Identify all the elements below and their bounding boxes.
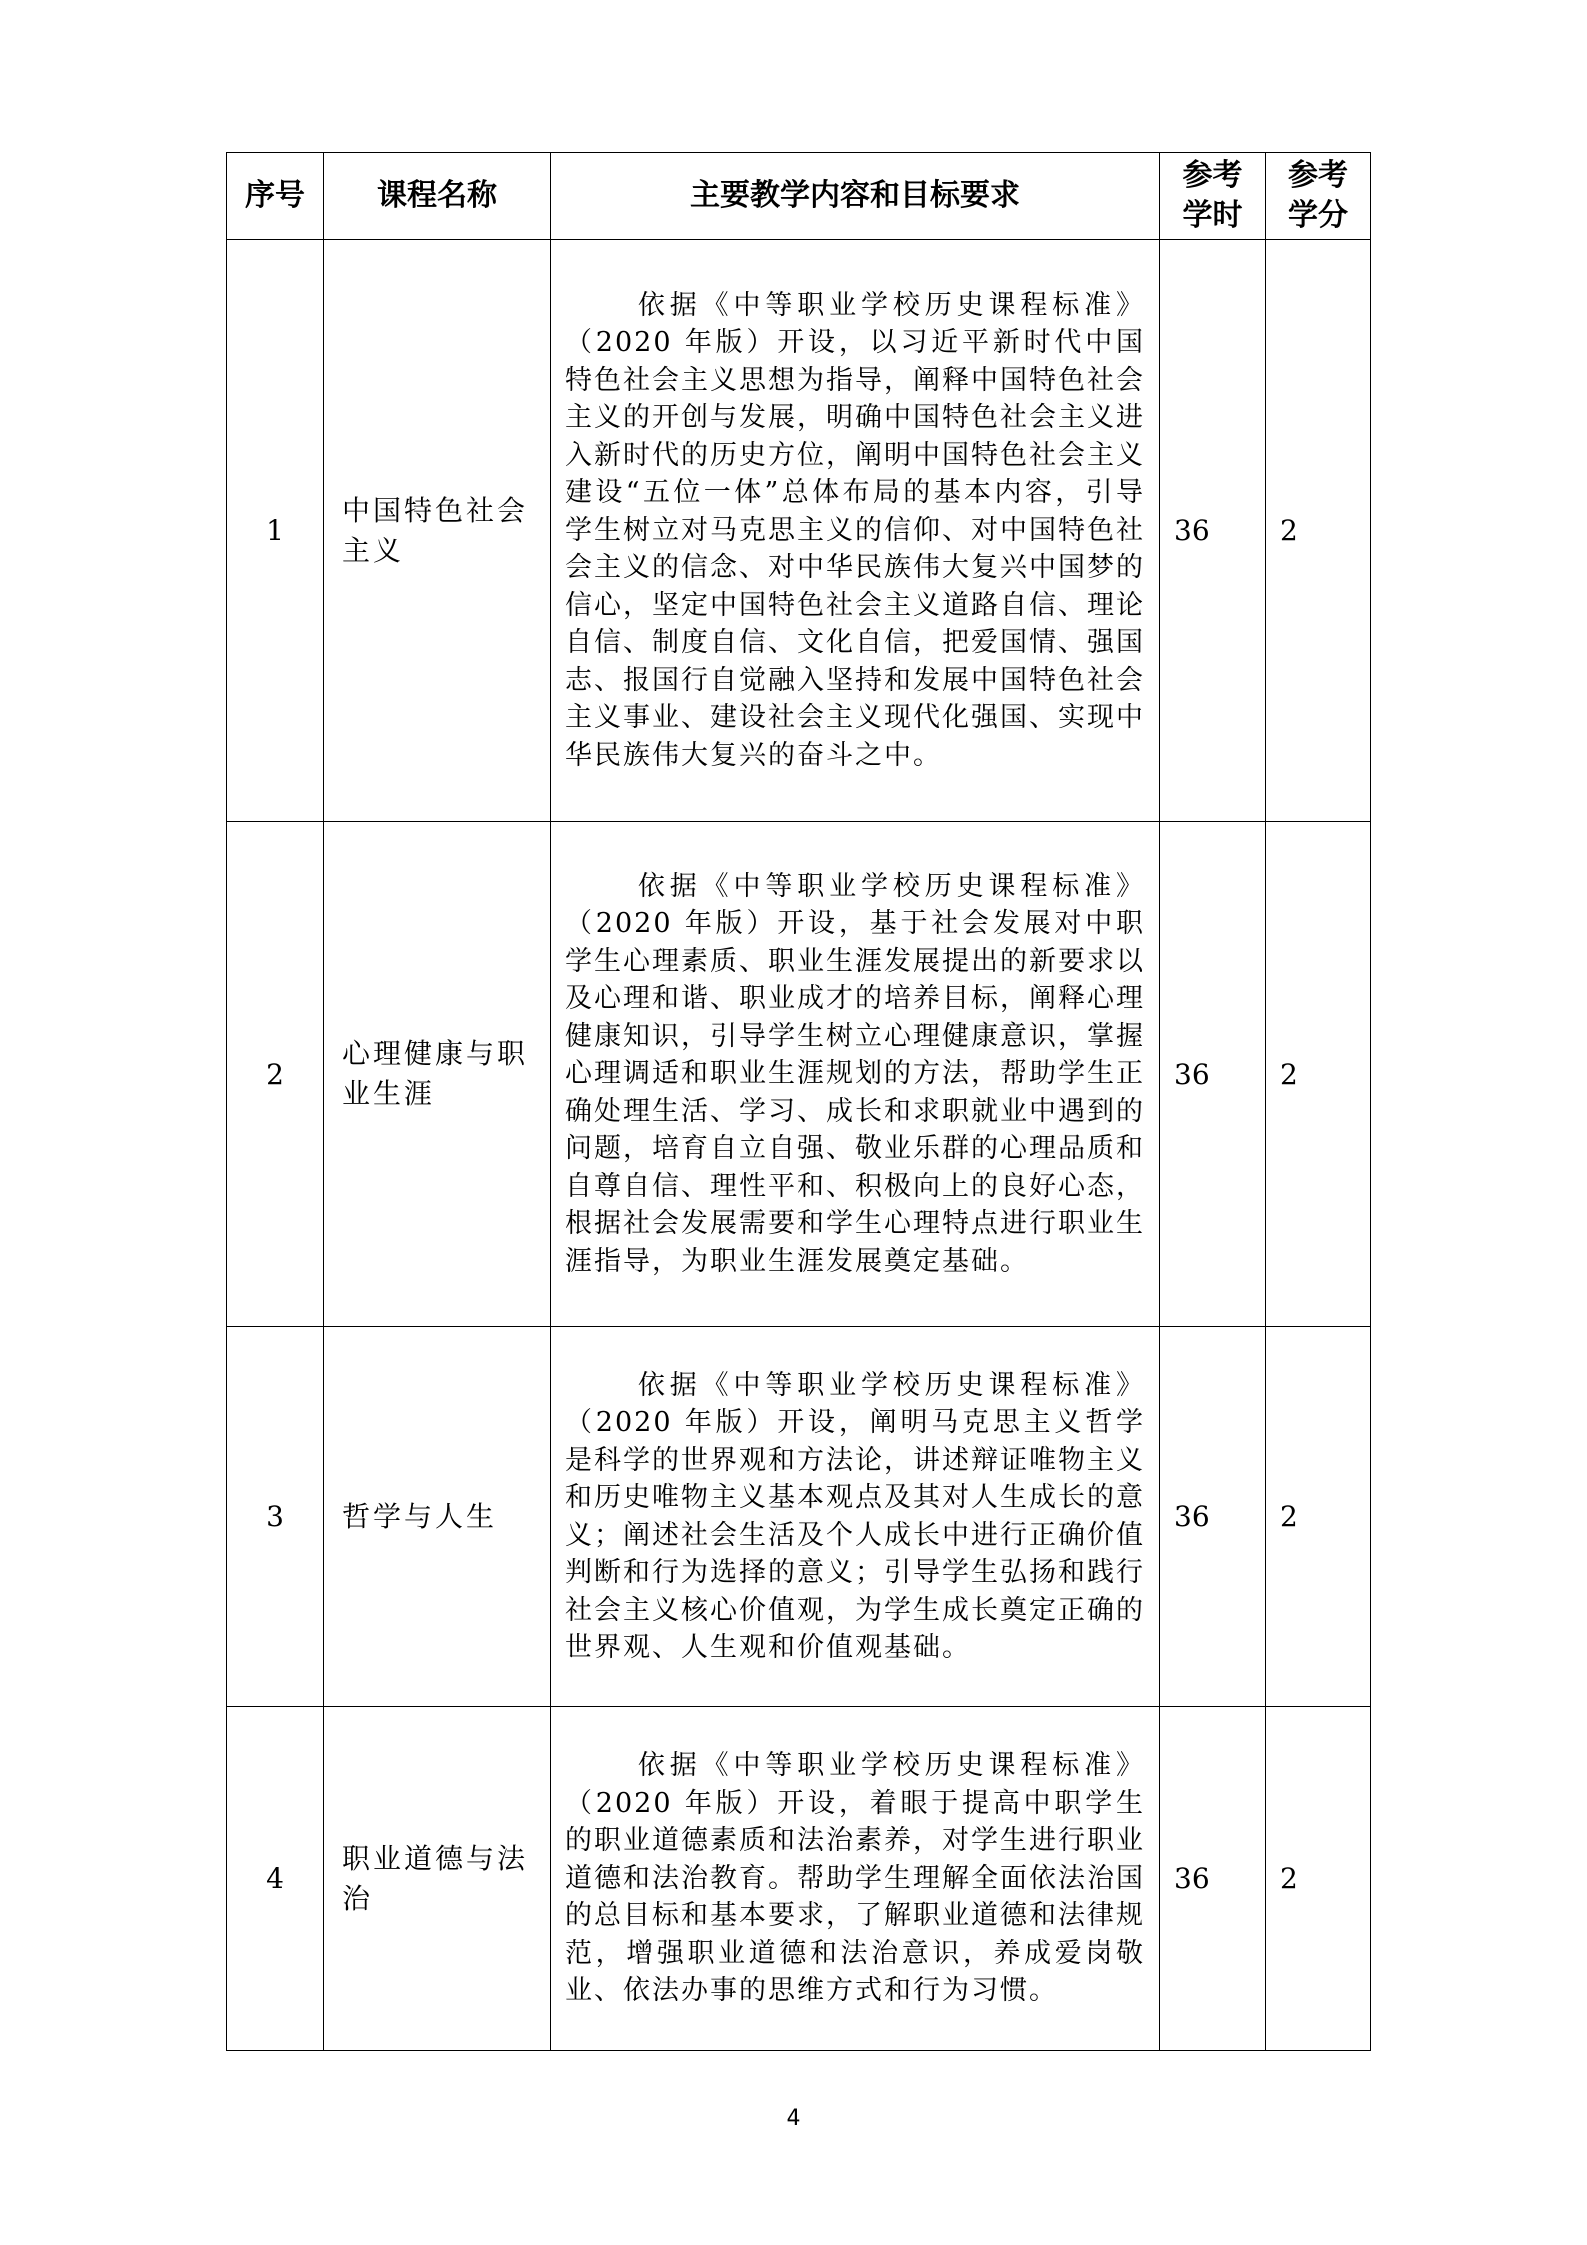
row-course-name: 心理健康与职业生涯 <box>324 822 551 1327</box>
row-hours: 36 <box>1160 1707 1266 2051</box>
row-credits: 2 <box>1266 1327 1371 1707</box>
header-hours-line2: 学时 <box>1182 198 1243 233</box>
row-course-name: 职业道德与法治 <box>324 1707 551 2051</box>
page-number: 4 <box>786 2106 801 2131</box>
row-seq: 1 <box>227 240 324 822</box>
row-hours: 36 <box>1160 822 1266 1327</box>
row-hours: 36 <box>1160 1327 1266 1707</box>
row-seq: 3 <box>227 1327 324 1707</box>
header-hours <box>1160 153 1266 240</box>
row-credits: 2 <box>1266 1707 1371 2051</box>
row-content-text: 依据《中等职业学校历史课程标准》（2020 年版）开设，着眼于提高中职学生的职业道德素质和法治素养，对学生进行职业道德和法治教育。帮助学生理解全面依法治国的总目标和基本要求，了解职业道德和法律规范，增强职业道德和法治意识，养成爱岗敬业、依法办事的思维方式和行为习惯。 <box>565 1750 1145 2007</box>
header-course-name: 课程名称 <box>324 153 551 240</box>
header-seq: 序号 <box>227 153 324 240</box>
row-credits: 2 <box>1266 240 1371 822</box>
row-content-text: 依据《中等职业学校历史课程标准》（2020 年版）开设，阐明马克思主义哲学是科学的世界观和方法论，讲述辩证唯物主义和历史唯物主义基本观点及其对人生成长的意义；阐述社会生活及个人成长中进行正确价值判断和行为选择的意义；引导学生弘扬和践行社会主义核心价值观，为学生成长奠定正确的世界观、人生观和价值观基础。 <box>565 1369 1145 1663</box>
course-table <box>226 152 1371 2051</box>
row-credits: 2 <box>1266 822 1371 1327</box>
table-row <box>227 1327 1371 1707</box>
row-course-name: 哲学与人生 <box>324 1327 551 1707</box>
row-seq: 2 <box>227 822 324 1327</box>
row-content <box>551 1327 1160 1707</box>
header-credits-line2: 学分 <box>1288 198 1348 233</box>
row-content-text: 依据《中等职业学校历史课程标准》（2020 年版）开设，基于社会发展对中职学生心理素质、职业生涯发展提出的新要求以及心理和谐、职业成才的培养目标，阐释心理健康知识，引导学生树立心理健康意识，掌握心理调适和职业生涯规划的方法，帮助学生正确处理生活、学习、成长和求职就业中遇到的问题，培育自立自强、敬业乐群的心理品质和自尊自信、理性平和、积极向上的良好心态，根据社会发展需要和学生心理特点进行职业生涯指导，为职业生涯发展奠定基础。 <box>565 870 1145 1277</box>
row-course-name: 中国特色社会主义 <box>324 240 551 822</box>
table-row <box>227 822 1371 1327</box>
header-content: 主要教学内容和目标要求 <box>551 153 1160 240</box>
row-content <box>551 822 1160 1327</box>
row-hours: 36 <box>1160 240 1266 822</box>
row-seq: 4 <box>227 1707 324 2051</box>
header-credits-line1: 参考 <box>1288 158 1348 193</box>
header-hours-line1: 参考 <box>1182 158 1243 193</box>
table-header-row <box>227 153 1371 240</box>
header-credits <box>1266 153 1371 240</box>
row-content <box>551 1707 1160 2051</box>
row-content-text: 依据《中等职业学校历史课程标准》（2020 年版）开设，以习近平新时代中国特色社会主义思想为指导，阐释中国特色社会主义的开创与发展，明确中国特色社会主义进入新时代的历史方位，阐明中国特色社会主义建设“五位一体”总体布局的基本内容，引导学生树立对马克思主义的信仰、对中国特色社会主义的信念、对中华民族伟大复兴中国梦的信心，坚定中国特色社会主义道路自信、理论自信、制度自信、文化自信，把爱国情、强国志、报国行自觉融入坚持和发展中国特色社会主义事业、建设社会主义现代化强国、实现中华民族伟大复兴的奋斗之中。 <box>565 289 1145 771</box>
table-row <box>227 1707 1371 2051</box>
table-row <box>227 240 1371 822</box>
row-content <box>551 240 1160 822</box>
